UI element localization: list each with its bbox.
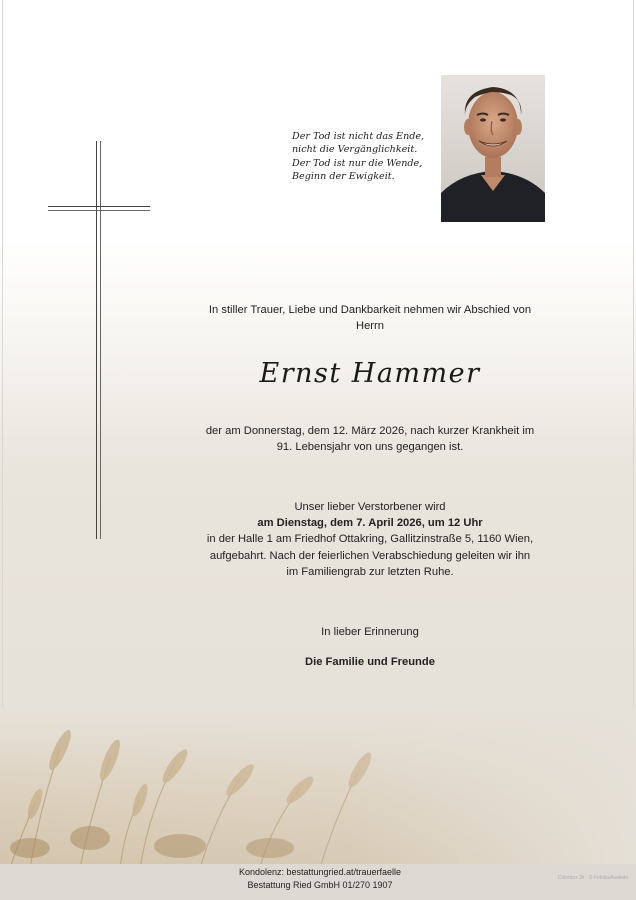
wheat-field-image (0, 708, 636, 868)
memory-text: In lieber Erinnerung (321, 626, 419, 638)
funeral-line: Unser lieber Verstorbener wird (294, 501, 446, 513)
deceased-name: Ernst Hammer (259, 358, 481, 389)
family-signature: Die Familie und Freunde (305, 656, 435, 668)
footer-text (150, 866, 490, 891)
poem-line: nicht die Vergänglichkeit. (292, 144, 418, 156)
poem (292, 130, 452, 183)
company-info: Bestattung Ried GmbH 01/270 1907 (247, 879, 393, 890)
death-info (190, 423, 550, 455)
funeral-date: am Dienstag, dem 7. April 2026, um 12 Uhr (257, 517, 483, 530)
cross-horizontal-line (48, 206, 150, 207)
portrait-photo (441, 75, 545, 222)
condolence-link[interactable]: Kondolenz: bestattungried.at/trauerfaelle (238, 867, 402, 877)
cross-vertical-line (96, 141, 97, 539)
funeral-line: aufgebahrt. Nach der feierlichen Verabschiedung geleiten wir ihn (209, 549, 531, 562)
intro-salutation: Herrn (356, 320, 384, 332)
poem-line: Der Tod ist nicht das Ende, (292, 131, 425, 142)
portrait-image (441, 75, 545, 222)
intro-text (190, 302, 550, 334)
poem-line: Beginn der Ewigkeit. (292, 170, 395, 182)
death-line: der am Donnerstag, dem 12. März 2026, nach kurzer Krankheit im (205, 425, 535, 437)
funeral-line: im Familiengrab zur letzten Ruhe. (286, 565, 454, 578)
cross-vertical-line (100, 141, 101, 539)
image-credit: Colorbox 2k · © Fotolia/Avakelo (557, 875, 628, 881)
funeral-line: in der Halle 1 am Friedhof Ottakring, Gallitzinstraße 5, 1160 Wien, (206, 533, 534, 546)
death-line: 91. Lebensjahr von uns gegangen ist. (276, 441, 464, 453)
cross-horizontal-line (48, 210, 150, 211)
intro-line: In stiller Trauer, Liebe und Dankbarkeit nehmen wir Abschied von (208, 304, 532, 316)
poem-line: Der Tod ist nur die Wende, (292, 157, 423, 169)
funeral-info (190, 499, 550, 580)
